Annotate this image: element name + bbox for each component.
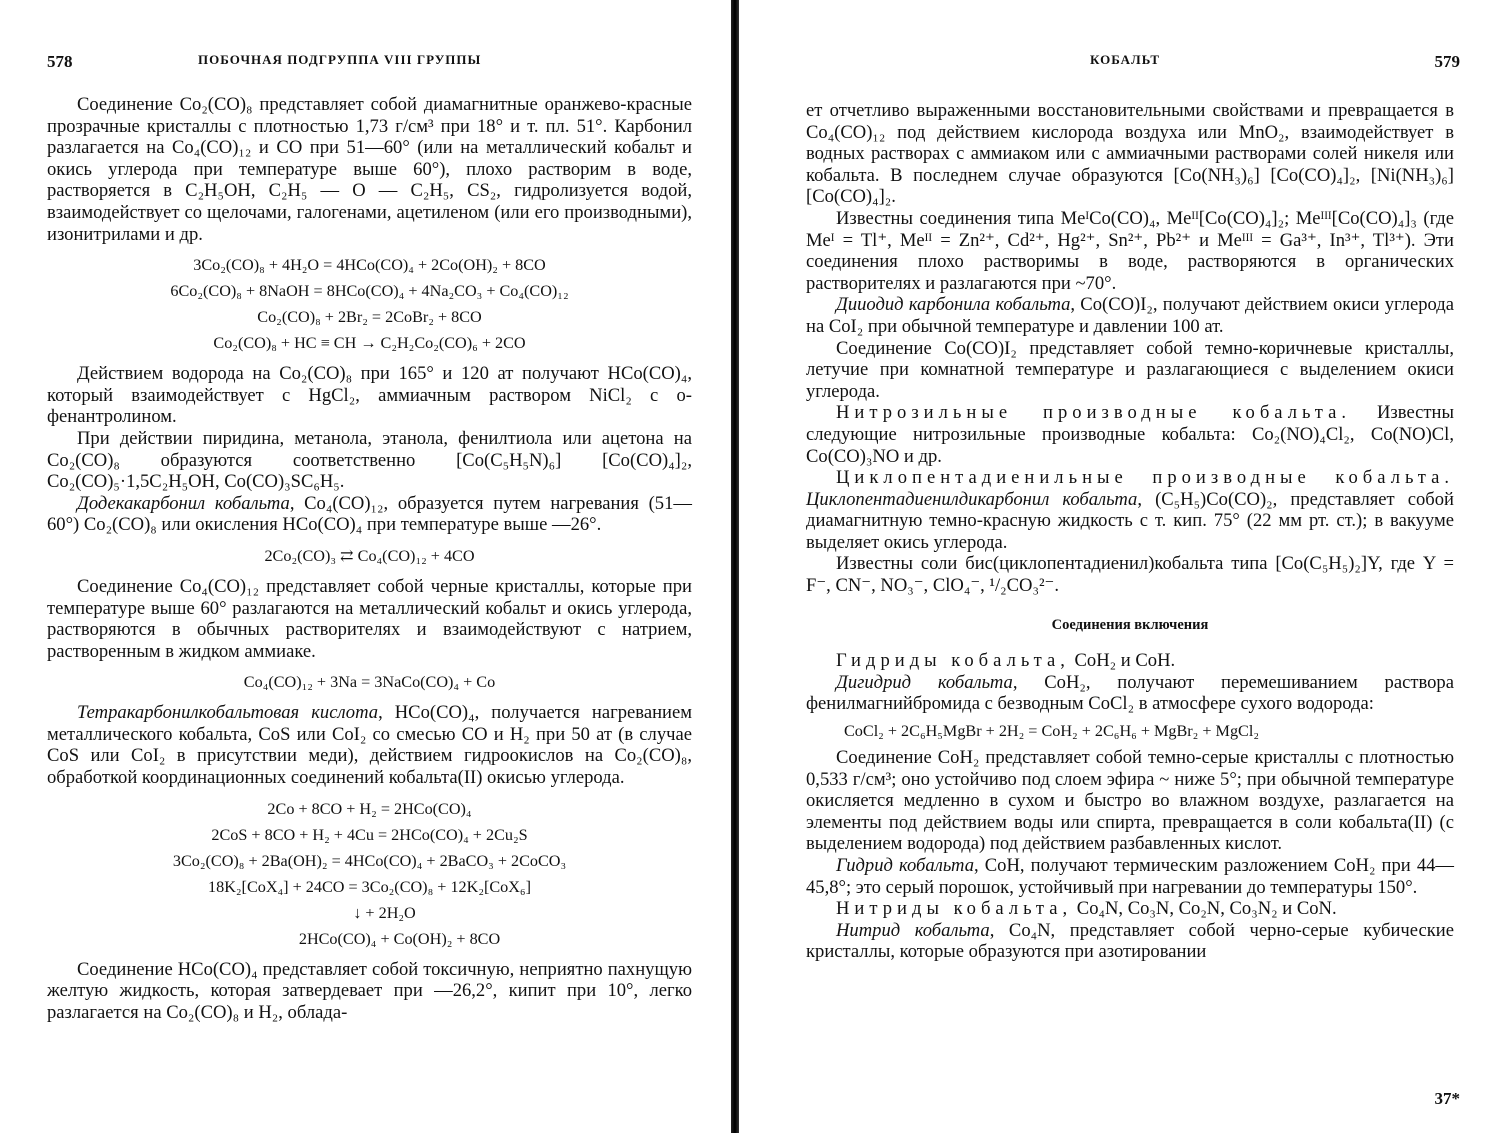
paragraph: Действием водорода на Co₂(CO)₈ при 165° и 120 ат получают HCo(CO)₄, который взаимодействует с HgCl₂, аммиачным раствором NiCl₂ с о-фенантролином. (47, 363, 692, 428)
equation: CoCl₂ + 2C₆H₅MgBr + 2H₂ = CoH₂ + 2C₆H₆ + MgBr₂ + MgCl₂ (844, 722, 1259, 741)
equation: 3Co₂(CO)₈ + 4H₂O = 4HCo(CO)₄ + 2Co(OH)₂ + 8CO (193, 256, 546, 275)
paragraph: Нитриды кобальта, Co₄N, Co₃N, Co₂N, Co₃N₂ и CoN. (836, 898, 1337, 920)
equation: 3Co₂(CO)₈ + 2Ba(OH)₂ = 4HCo(CO)₄ + 2BaCO₃ + 2CoCO₃ (172, 851, 567, 870)
equation: 2CoS + 8CO + H₂ + 4Cu = 2HCo(CO)₄ + 2Cu₂S (211, 825, 528, 844)
paragraph: Соединение CoH₂ представляет собой темно-серые кристаллы с плотностью 0,533 г/см³; оно устойчиво под слоем эфира ~ ниже 5°; при обычной температуре окисляется медленно в сухом и быстро во влажном воздухе, разлагается на элементы под действием воды или спирта, превращается в соли кобальта(II) (с выделением водорода) под действием разбавленных кислот. (806, 747, 1454, 855)
paragraph: Соединение Co₄(CO)₁₂ представляет собой черные кристаллы, которые при температуре выше 60° разлагаются на металлический кобальт и окись углерода, растворяются в обычных растворителях и взаимодействуют с натрием, растворенным в жидком аммиаке. (47, 575, 692, 662)
paragraph: Циклопентадиенильные производные кобальта. Циклопентадиенилдикарбонил кобальта, (C₅H₅)Co(CO)₂, представляет собой диамагнитную темно-красную жидкость с т. кип. 75° (22 мм рт. ст.); в вакууме выделяет окись углерода. (806, 467, 1454, 553)
right-text-column (806, 100, 1454, 963)
left-page (0, 0, 730, 1133)
term: Циклопентадиенилдикарбонил кобальта (806, 488, 1138, 510)
equation: 6Co₂(CO)₈ + 8NaOH = 8HCo(CO)₄ + 4Na₂CO₃ + Co₄(CO)₁₂ (170, 282, 569, 301)
paragraph: Тетракарбонилкобальтовая кислота, HCo(CO)₄, получается нагреванием металлического кобальта, CoS или CoI₂ со смесью CO и H₂ при 50 ат (в случае CoS или CoI₂ в присутствии меди), действием гидроокислов на Co₂(CO)₈, обработкой координационных соединений кобальта(II) окисью углерода. (47, 702, 692, 789)
equation: ↓ + 2H₂O (353, 903, 416, 922)
spaced-heading: Нитрозильные производные кобальта. (836, 402, 1352, 424)
equation: Co₄(CO)₁₂ + 3Na = 3NaCo(CO)₄ + Co (243, 673, 496, 692)
paragraph: Соединение Co₂(CO)₈ представляет собой диамагнитные оранжево-красные прозрачные кристаллы с плотностью 1,73 г/см³ при 18° и т. пл. 51°. Карбонил разлагается на Co₄(CO)₁₂ и CO при 51—60° (или на металлический кобальт и окись углерода при температуре выше 60°), плохо растворим в воде, растворяется в C₂H₅OH, C₂H₅ — O — C₂H₅, CS₂, гидролизуется водой, взаимодействует со щелочами, галогенами, ацетиленом (или его производными), изонитрилами и др. (47, 94, 692, 245)
paragraph: Известны соединения типа MeᴵCo(CO)₄, Meᴵᴵ[Co(CO)₄]₂; Meᴵᴵᴵ[Co(CO)₄]₃ (где Meᴵ = Tl⁺, Meᴵᴵ = Zn²⁺, Cd²⁺, Hg²⁺, Sn²⁺, Pb²⁺ и Meᴵᴵᴵ = Ga³⁺, In³⁺, Tl³⁺). Эти соединения плохо растворимы в воде, растворяются в органических растворителях и разлагаются при ~70°. (806, 207, 1454, 294)
term: Додекакарбонил кобальта (77, 492, 290, 514)
running-header-right: КОБАЛЬТ (1090, 52, 1161, 67)
section-heading: Соединения включения (1051, 616, 1209, 633)
term: Гидрид кобальта (836, 855, 974, 876)
right-page (772, 0, 1508, 1133)
paragraph: Нитрид кобальта, Co₄N, представляет собой черно-серые кубические кристаллы, которые образуются при азотировании (806, 919, 1454, 963)
page-number-right: 579 (1434, 52, 1460, 71)
paragraph: При действии пиридина, метанола, этанола, фенилтиола или ацетона на Co₂(CO)₈ образуются соответственно [Co(C₅H₅N)₆] [Co(CO)₄]₂, Co₂(CO)₅·1,5C₂H₅OH, Co(CO)₃SC₆H₅. (47, 427, 692, 493)
term: Дииодид карбонила кобальта (836, 294, 1071, 316)
equation: 18K₂[CoX₄] + 24CO = 3Co₂(CO)₈ + 12K₂[CoX₆] (208, 877, 531, 896)
paragraph: Гидрид кобальта, CoH, получают термическим разложением CoH₂ при 44—45,8°; это серый порошок, устойчивый при нагревании до температуры 150°. (806, 855, 1455, 898)
left-text-column (47, 94, 692, 1023)
equation: 2Co + 8CO + H₂ = 2HCo(CO)₄ (267, 799, 472, 818)
term: Нитрид кобальта (836, 919, 990, 941)
signature-mark: 37* (1434, 1089, 1460, 1108)
term: Дигидрид кобальта (836, 671, 1013, 693)
spaced-heading: Нитриды кобальта, (836, 898, 1073, 920)
paragraph: Дииодид карбонила кобальта, Co(CO)I₂, получают действием окиси углерода на CoI₂ при обычной температуре и давлении 100 ат. (806, 294, 1455, 337)
equation: Co₂(CO)₈ + HC ≡ CH → C₂H₂Co₂(CO)₆ + 2CO (213, 334, 526, 353)
running-header-left: ПОБОЧНАЯ ПОДГРУППА VIII ГРУППЫ (198, 52, 482, 67)
spaced-heading: Гидриды кобальта, (836, 650, 1070, 672)
paragraph: Известны соли бис(циклопентадиенил)кобальта типа [Co(C₅H₅)₂]Y, где Y = F⁻, CN⁻, NO₃⁻, ClO₄⁻, ¹/₂CO₃²⁻. (806, 553, 1454, 597)
paragraph: Гидриды кобальта, CoH₂ и CoH. (836, 650, 1176, 672)
paragraph: Нитрозильные производные кобальта. Известны следующие нитрозильные производные кобальта: Co₂(NO)₄Cl₂, Co(NO)Cl, Co(CO)₃NO и др. (806, 402, 1454, 467)
paragraph: Додекакарбонил кобальта, Co₄(CO)₁₂, образуется путем нагревания (51—60°) Co₂(CO)₈ или окисления HCo(CO)₄ при температуре выше —26°. (47, 492, 692, 536)
equation: 2Co₂(CO)₃ ⇄ Co₄(CO)₁₂ + 4CO (264, 546, 475, 565)
page-number-left: 578 (47, 52, 73, 71)
equation: Co₂(CO)₈ + 2Br₂ = 2CoBr₂ + 8CO (257, 308, 482, 327)
paragraph: Соединение HCo(CO)₄ представляет собой токсичную, неприятно пахнущую желтую жидкость, которая затвердевает при —26,2°, кипит при 10°, легко разлагается на Co₂(CO)₈ и H₂, облада- (47, 958, 692, 1023)
spaced-heading: Циклопентадиенильные производные кобальта. (836, 467, 1454, 489)
equation: 2HCo(CO)₄ + Co(OH)₂ + 8CO (298, 929, 501, 948)
paragraph: Дигидрид кобальта, CoH₂, получают перемешиванием раствора фенилмагнийбромида с безводным CoCl₂ в атмосфере сухого водорода: (806, 671, 1454, 715)
paragraph: Соединение Co(CO)I₂ представляет собой темно-коричневые кристаллы, летучие при комнатной температуре и разлагающиеся с выделением окиси углерода. (806, 337, 1454, 402)
book-spine (731, 0, 739, 1133)
paragraph: ет отчетливо выраженными восстановительными свойствами и превращается в Co₄(CO)₁₂ под действием кислорода воздуха или MnO₂, взаимодействует в водных растворах с аммиаком или с аммиачными растворами солей никеля или кобальта. В последнем случае образуются [Co(NH₃)₆] [Co(CO)₄]₂, [Ni(NH₃)₆][Co(CO)₄]₂. (806, 100, 1454, 208)
term: Тетракарбонилкобальтовая кислота (77, 702, 379, 724)
